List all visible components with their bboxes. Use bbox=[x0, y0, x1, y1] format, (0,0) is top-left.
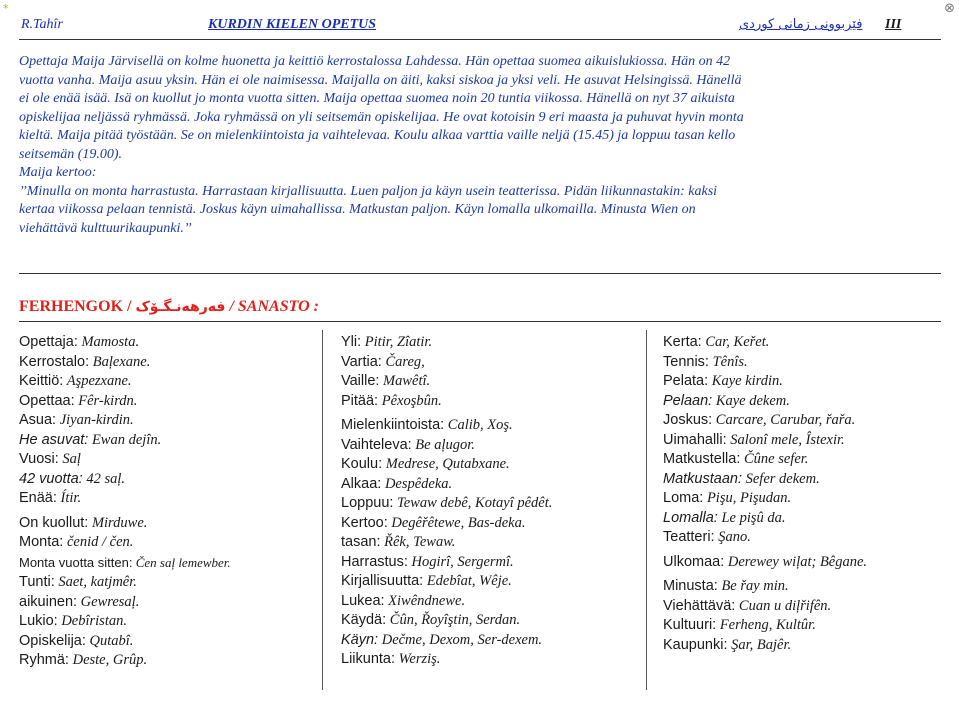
kurdish-translation: Hogirî, Sergermî. bbox=[407, 553, 514, 570]
vocab-entry bbox=[663, 528, 867, 548]
corner-mark-left: * bbox=[3, 2, 9, 15]
kurdish-translation: 42 saļ. bbox=[82, 470, 125, 487]
finnish-term: Kultuuri: bbox=[663, 617, 717, 633]
finnish-term: Kertoo: bbox=[341, 514, 388, 531]
kurdish-translation: Mawêtî. bbox=[379, 373, 431, 389]
kurdish-translation: Dečme, Dexom, Ser-dexem. bbox=[378, 631, 543, 648]
vocab-entry bbox=[341, 372, 552, 392]
vocabulary-heading-right: / SANASTO : bbox=[225, 298, 319, 315]
finnish-term: Tennis: bbox=[663, 353, 709, 370]
finnish-term: Viehättävä: bbox=[663, 597, 736, 614]
finnish-term: Ulkomaa: bbox=[663, 553, 725, 570]
vocab-entry bbox=[19, 489, 231, 509]
kurdish-translation: Gewresaļ. bbox=[77, 593, 140, 610]
quote-line: viehättävä kulttuurikaupunki.’’ bbox=[19, 220, 192, 236]
kurdish-translation: Pitir, Zîatir. bbox=[361, 334, 433, 350]
kurdish-translation: Řêk, Tewaw. bbox=[380, 534, 456, 550]
finnish-term: Liikunta: bbox=[341, 651, 396, 667]
kurdish-translation: Debîristan. bbox=[57, 613, 127, 629]
finnish-term: Vuosi: bbox=[19, 451, 59, 467]
finnish-term: Ryhmä: bbox=[19, 652, 69, 668]
kurdish-translation: Aşpezxane. bbox=[63, 373, 132, 389]
finnish-term: Käydä: bbox=[341, 612, 387, 628]
kurdish-translation: Despêdeka. bbox=[381, 475, 453, 492]
vocabulary-column-2 bbox=[341, 333, 552, 670]
finnish-term: Harrastus: bbox=[341, 553, 408, 570]
finnish-term: Enää: bbox=[19, 490, 57, 506]
kurdish-translation: Salonî mele, Îstexir. bbox=[726, 431, 845, 448]
finnish-term: On kuollut: bbox=[19, 514, 89, 531]
vocabulary-heading-left: FERHENGOK / bbox=[19, 298, 136, 315]
close-icon[interactable]: ⊗ bbox=[944, 1, 955, 16]
finnish-term: Loppuu: bbox=[341, 495, 394, 511]
finnish-term: Koulu: bbox=[341, 456, 383, 472]
vocab-entry bbox=[19, 612, 231, 632]
finnish-term: aikuinen: bbox=[19, 593, 78, 610]
story-line: opiskelijaa neljässä ryhmässä. Joka ryhmässä on yli seitsemän opiskelijaa. He ovat kotoisin 9 eri maasta ja puhuvat hyvin monta bbox=[19, 109, 744, 125]
finnish-term: He asuvat: bbox=[19, 431, 89, 448]
vocab-entry bbox=[19, 553, 231, 574]
vocab-entry bbox=[341, 455, 552, 475]
kurdish-translation: Şano. bbox=[714, 529, 751, 545]
vocab-entry bbox=[663, 411, 867, 431]
vocab-entry bbox=[19, 632, 231, 652]
vocab-entry bbox=[19, 651, 231, 671]
kurdish-translation: Medrese, Qutabxane. bbox=[382, 456, 510, 472]
kurdish-translation: Mirduwe. bbox=[88, 514, 148, 531]
finnish-term: Kirjallisuutta: bbox=[341, 573, 424, 589]
finnish-term: Joskus: bbox=[663, 412, 713, 428]
vocab-entry bbox=[663, 509, 867, 529]
kurdish-translation: Čareg, bbox=[381, 353, 425, 370]
finnish-term: Minusta: bbox=[663, 578, 718, 594]
kurdish-translation: Edebîat, Wêje. bbox=[423, 573, 512, 589]
vocab-entry bbox=[341, 333, 552, 353]
kurdish-translation: Saļ bbox=[58, 451, 81, 467]
vocab-entry bbox=[663, 450, 867, 470]
vocab-entry bbox=[663, 553, 867, 573]
vocab-entry bbox=[19, 514, 231, 534]
kurdish-translation: Cuan u diļřifên. bbox=[735, 597, 832, 614]
vocabulary-column-1 bbox=[19, 333, 231, 671]
finnish-term: Lukea: bbox=[341, 592, 385, 609]
finnish-term: Tunti: bbox=[19, 574, 55, 590]
kurdish-translation: Fêr-kirdn. bbox=[74, 392, 138, 409]
finnish-term: Pitää: bbox=[341, 392, 379, 409]
finnish-term: Pelaan: bbox=[663, 392, 713, 409]
vocabulary-heading bbox=[19, 298, 319, 316]
kurdish-translation: čenid / čen. bbox=[63, 534, 134, 550]
finnish-term: Opettaja: bbox=[19, 334, 78, 350]
vocab-entry bbox=[663, 353, 867, 373]
vocab-entry bbox=[341, 592, 552, 612]
kurdish-translation: Car, Keřet. bbox=[701, 334, 770, 350]
kurdish-translation: Şar, Bajêr. bbox=[727, 636, 792, 653]
vocab-entry bbox=[341, 611, 552, 631]
vocab-entry bbox=[341, 533, 552, 553]
vocab-entry bbox=[663, 392, 867, 412]
kurdish-translation: Be řay min. bbox=[717, 578, 789, 594]
vocab-entry bbox=[19, 392, 231, 412]
vocab-entry bbox=[19, 411, 231, 431]
kurdish-translation: Čûn, Řoyîştin, Serdan. bbox=[386, 612, 521, 628]
story-divider bbox=[19, 273, 941, 274]
author: R.Tahîr bbox=[21, 17, 63, 32]
vocab-entry bbox=[19, 353, 231, 373]
kurdish-translation: Ferheng, Kultûr. bbox=[716, 617, 816, 633]
vocab-entry bbox=[341, 553, 552, 573]
speaker-label: Maija kertoo: bbox=[19, 165, 97, 180]
kurdish-translation: Jiyan-kirdin. bbox=[56, 412, 134, 428]
finnish-term: Yli: bbox=[341, 334, 362, 350]
kurdish-translation: Kaye kirdin. bbox=[708, 373, 783, 389]
vocab-entry bbox=[663, 577, 867, 597]
vocab-entry bbox=[341, 631, 552, 651]
kurdish-translation: Tênîs. bbox=[708, 353, 748, 370]
kurdish-translation: Calib, Xoş. bbox=[444, 417, 513, 433]
finnish-term: Pelata: bbox=[663, 373, 709, 389]
kurdish-translation: Deste, Grûp. bbox=[68, 652, 148, 668]
vocabulary-divider bbox=[19, 321, 941, 322]
kurdish-title: فێربوونی زمانی کوردی bbox=[739, 17, 863, 32]
story-line: Opettaja Maija Järvisellä on kolme huonetta ja keittiö kerrostalossa Lahdessa. Hän opettaa suomea aikuislukiossa. Hän on 42 bbox=[19, 54, 731, 69]
kurdish-translation: Pişu, Pişudan. bbox=[703, 490, 792, 506]
vocab-entry bbox=[663, 470, 867, 490]
vocab-entry bbox=[663, 636, 867, 656]
finnish-term: Keittiö: bbox=[19, 373, 64, 389]
finnish-term: Kaupunki: bbox=[663, 636, 728, 653]
vocab-entry bbox=[341, 436, 552, 456]
finnish-term: Opiskelija: bbox=[19, 632, 86, 649]
vocab-entry bbox=[341, 494, 552, 514]
finnish-term: Monta vuotta sitten: bbox=[19, 554, 133, 570]
story-line: ei ole enää isää. Isä on kuollut jo monta vuotta sitten. Maija opettaa suomea noin 20 tuntia viikossa. Hänellä on nyt 37 aikuista bbox=[19, 91, 735, 106]
kurdish-translation: Čen saļ lemewber. bbox=[132, 554, 231, 570]
finnish-term: Opettaa: bbox=[19, 392, 75, 409]
vocab-entry bbox=[341, 416, 552, 436]
kurdish-translation: Kaye dekem. bbox=[712, 392, 790, 409]
vocab-entry bbox=[341, 514, 552, 534]
kurdish-translation: Werziş. bbox=[395, 651, 441, 667]
kurdish-translation: Qutabî. bbox=[85, 632, 134, 649]
vocabulary-column-3 bbox=[663, 333, 867, 655]
finnish-term: Lomalla: bbox=[663, 509, 718, 526]
finnish-term: Vartia: bbox=[341, 353, 382, 370]
finnish-term: Alkaa: bbox=[341, 475, 382, 492]
kurdish-translation: Be aļugor. bbox=[411, 436, 475, 453]
finnish-term: Loma: bbox=[663, 490, 704, 506]
vocab-entry bbox=[341, 353, 552, 373]
finnish-term: tasan: bbox=[341, 534, 381, 550]
finnish-term: Kerta: bbox=[663, 334, 702, 350]
kurdish-translation: Ítir. bbox=[56, 490, 82, 506]
finnish-term: Matkustella: bbox=[663, 451, 741, 467]
kurdish-translation: Pêxoşbûn. bbox=[378, 392, 442, 409]
vocab-entry bbox=[341, 650, 552, 670]
vocab-entry bbox=[19, 450, 231, 470]
kurdish-translation: Tewaw debê, Kotayî pêdêt. bbox=[393, 495, 553, 511]
finnish-term: Uimahalli: bbox=[663, 431, 727, 448]
story-text bbox=[19, 53, 941, 238]
vocab-entry bbox=[19, 431, 231, 451]
finnish-term: Lukio: bbox=[19, 613, 58, 629]
finnish-term: Käyn: bbox=[341, 631, 379, 648]
vocab-entry bbox=[663, 597, 867, 617]
vocab-entry bbox=[19, 372, 231, 392]
header-divider bbox=[19, 39, 941, 40]
column-divider bbox=[322, 330, 323, 690]
finnish-term: Matkustaan: bbox=[663, 470, 742, 487]
finnish-term: Vaihteleva: bbox=[341, 436, 412, 453]
kurdish-translation: Sefer dekem. bbox=[742, 470, 820, 487]
vocab-entry bbox=[663, 431, 867, 451]
section-number: III bbox=[885, 17, 902, 32]
kurdish-translation: Ewan dejîn. bbox=[88, 431, 162, 448]
column-divider bbox=[646, 330, 647, 690]
finnish-term: Asua: bbox=[19, 412, 57, 428]
page-header bbox=[21, 17, 921, 37]
vocab-entry bbox=[341, 392, 552, 412]
kurdish-translation: Carcare, Carubar, řařa. bbox=[712, 412, 856, 428]
kurdish-translation: Degêřêtewe, Bas-deka. bbox=[387, 514, 526, 531]
story-line: vuotta vanha. Maija asuu yksin. Hän ei ole naimisessa. Maijalla on äiti, kaksi siskoa ja yksi veli. He asuvat Helsingissä. Hänellä bbox=[19, 72, 742, 88]
finnish-term: 42 vuotta: bbox=[19, 470, 83, 487]
quote-line: ’’Minulla on monta harrastusta. Harrastaan kirjallisuutta. Luen paljon ja käyn usein teatterissa. Pidän liikunnastakin: kaksi bbox=[19, 183, 718, 199]
page-title: KURDIN KIELEN OPETUS bbox=[208, 17, 377, 32]
vocab-entry bbox=[19, 333, 231, 353]
vocab-entry bbox=[19, 593, 231, 613]
kurdish-translation: Čûne sefer. bbox=[740, 451, 809, 467]
vocab-entry bbox=[663, 489, 867, 509]
vocab-entry bbox=[19, 533, 231, 553]
story-line: kieltä. Maija pitää työstään. Se on mielenkiintoista ja vaihtelevaa. Koulu alkaa varttia vaille neljä (15.45) ja loppuu tasan kello bbox=[19, 128, 736, 143]
vocab-entry bbox=[663, 333, 867, 353]
kurdish-translation: Saet, katjmêr. bbox=[54, 574, 137, 590]
kurdish-translation: Le pişû da. bbox=[717, 509, 786, 526]
finnish-term: Vaille: bbox=[341, 373, 380, 389]
vocab-entry bbox=[19, 573, 231, 593]
vocab-entry bbox=[663, 616, 867, 636]
finnish-term: Kerrostalo: bbox=[19, 353, 90, 370]
kurdish-translation: Derewey wiļat; Bêgane. bbox=[724, 553, 868, 570]
vocabulary-heading-kurdish: فەرھەنـگـۆک bbox=[135, 299, 226, 315]
kurdish-translation: Baļexane. bbox=[89, 353, 151, 370]
vocab-entry bbox=[341, 572, 552, 592]
vocab-entry bbox=[663, 372, 867, 392]
kurdish-translation: Xiwêndnewe. bbox=[384, 592, 466, 609]
finnish-term: Teatteri: bbox=[663, 529, 715, 545]
quote-line: kertaa viikossa pelaan tennistä. Joskus käyn uimahallissa. Matkustan paljon. Käyn lomalla ulkomailla. Minusta Wien on bbox=[19, 202, 696, 217]
finnish-term: Mielenkiintoista: bbox=[341, 417, 445, 433]
vocab-entry bbox=[19, 470, 231, 490]
kurdish-translation: Mamosta. bbox=[77, 334, 140, 350]
finnish-term: Monta: bbox=[19, 534, 64, 550]
vocab-entry bbox=[341, 475, 552, 495]
story-line: seitsemän (19.00). bbox=[19, 146, 123, 162]
